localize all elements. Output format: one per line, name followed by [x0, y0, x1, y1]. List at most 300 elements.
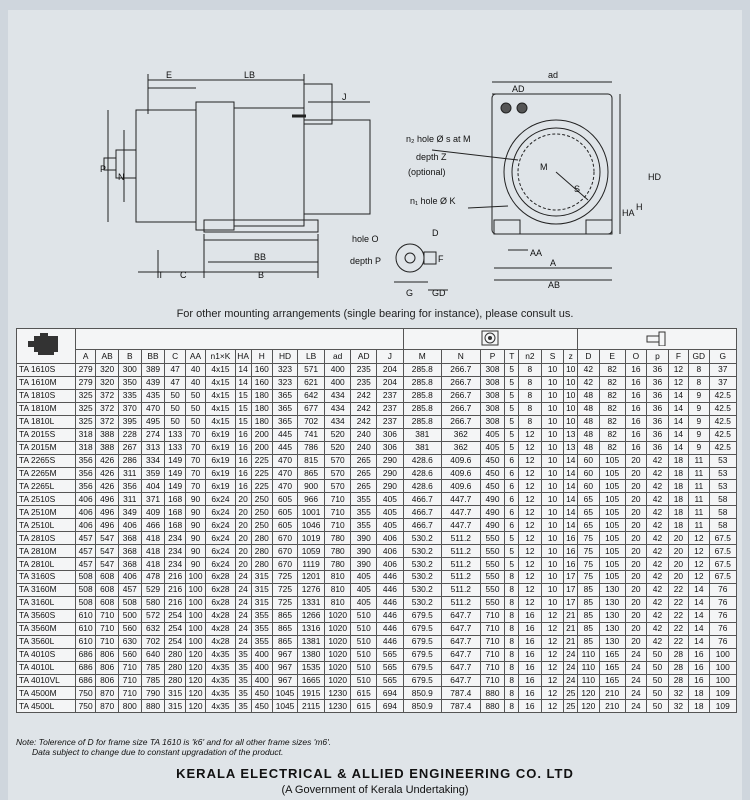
table-cell: 4x15 — [206, 415, 235, 428]
table-cell: 85 — [578, 596, 600, 609]
table-cell: 22 — [668, 583, 688, 596]
table-cell: 22 — [668, 596, 688, 609]
table-cell: 806 — [96, 648, 119, 661]
table-cell: 12 — [541, 635, 564, 648]
table-cell: 50 — [647, 674, 669, 687]
table-cell: 447.7 — [442, 493, 481, 506]
table-cell: 6x24 — [206, 532, 235, 545]
table-cell: 409 — [141, 506, 165, 519]
table-cell: 530.2 — [403, 596, 442, 609]
table-cell: 9 — [689, 441, 709, 454]
table-cell: 8 — [689, 364, 709, 377]
table-cell: 510 — [351, 622, 377, 635]
table-cell: 490 — [480, 519, 505, 532]
table-cell: 880 — [480, 687, 505, 700]
table-cell: 409.6 — [442, 480, 481, 493]
table-cell: 76 — [709, 635, 736, 648]
table-cell: 530.2 — [403, 583, 442, 596]
table-cell: 21 — [564, 609, 578, 622]
table-cell: 254 — [165, 635, 185, 648]
table-cell: 1020 — [325, 635, 351, 648]
table-cell: 42 — [647, 558, 669, 571]
table-cell: 105 — [599, 571, 625, 584]
table-cell: 67.5 — [709, 558, 736, 571]
table-row — [17, 558, 737, 571]
table-cell: 20 — [235, 519, 251, 532]
table-cell: 647.7 — [442, 622, 481, 635]
table-cell: 40 — [185, 376, 205, 389]
table-cell: 323 — [273, 364, 298, 377]
table-cell: 8 — [689, 376, 709, 389]
column-header: S — [541, 350, 564, 364]
table-cell: 368 — [118, 558, 141, 571]
table-cell: 28 — [668, 648, 688, 661]
frame-size-cell: TA 4010L — [17, 661, 76, 674]
table-cell: 810 — [325, 596, 351, 609]
table-cell: 12 — [541, 674, 564, 687]
table-cell: 679.5 — [403, 609, 442, 622]
table-cell: 315 — [251, 596, 273, 609]
table-cell: 149 — [165, 480, 185, 493]
table-cell: 5 — [505, 441, 519, 454]
table-cell: 20 — [625, 467, 647, 480]
table-cell: 405 — [351, 571, 377, 584]
table-cell: 550 — [480, 571, 505, 584]
label-GD: GD — [432, 288, 446, 298]
table-cell: 434 — [325, 402, 351, 415]
table-cell: 120 — [185, 700, 205, 713]
table-cell: 405 — [377, 493, 403, 506]
table-cell: 70 — [185, 467, 205, 480]
table-cell: 216 — [165, 583, 185, 596]
table-row — [17, 532, 737, 545]
table-cell: 90 — [185, 506, 205, 519]
table-cell: 11 — [689, 467, 709, 480]
table-cell: 446 — [377, 622, 403, 635]
column-header: O — [625, 350, 647, 364]
company-subtitle: (A Government of Kerala Undertaking) — [281, 784, 469, 796]
company-name: KERALA ELECTRICAL & ALLIED ENGINEERING CO. LTD — [176, 766, 574, 781]
table-cell: 20 — [625, 609, 647, 622]
table-cell: 368 — [118, 545, 141, 558]
table-cell: 865 — [297, 467, 324, 480]
label-hole-o: hole O — [352, 234, 379, 244]
table-cell: 406 — [118, 519, 141, 532]
table-cell: 21 — [564, 635, 578, 648]
table-cell: 285.8 — [403, 415, 442, 428]
table-cell: 496 — [96, 519, 119, 532]
table-cell: 1276 — [297, 583, 324, 596]
table-cell: 615 — [351, 700, 377, 713]
table-cell: 511.2 — [442, 532, 481, 545]
table-cell: 12 — [519, 519, 542, 532]
table-cell: 12 — [519, 506, 542, 519]
table-cell: 165 — [599, 674, 625, 687]
table-cell: 42 — [647, 545, 669, 558]
table-cell: 447.7 — [442, 519, 481, 532]
table-cell: 470 — [141, 402, 165, 415]
table-cell: 82 — [599, 428, 625, 441]
terminal-box — [304, 84, 332, 124]
table-cell: 510 — [351, 635, 377, 648]
table-cell: 6x19 — [206, 441, 235, 454]
table-cell: 550 — [480, 532, 505, 545]
frame-size-cell: TA 2015M — [17, 441, 76, 454]
table-cell: 1915 — [297, 687, 324, 700]
table-cell: 5 — [505, 402, 519, 415]
table-cell: 426 — [96, 480, 119, 493]
table-cell: 50 — [185, 402, 205, 415]
table-cell: 12 — [519, 428, 542, 441]
table-cell: 20 — [625, 596, 647, 609]
table-cell: 20 — [235, 532, 251, 545]
table-cell: 325 — [75, 402, 95, 415]
table-cell: 615 — [351, 687, 377, 700]
table-cell: 17 — [564, 571, 578, 584]
table-cell: 409.6 — [442, 454, 481, 467]
table-cell: 76 — [709, 583, 736, 596]
table-cell: 20 — [625, 558, 647, 571]
table-cell: 400 — [251, 661, 273, 674]
table-cell: 110 — [578, 674, 600, 687]
table-cell: 466.7 — [403, 519, 442, 532]
label-E: E — [166, 70, 173, 80]
frame-size-cell: TA 3560S — [17, 609, 76, 622]
table-cell: 2115 — [297, 700, 324, 713]
column-header: LB — [297, 350, 324, 364]
table-cell: 308 — [480, 415, 505, 428]
table-cell: 370 — [118, 402, 141, 415]
table-cell: 647.7 — [442, 609, 481, 622]
table-cell: 12 — [689, 532, 709, 545]
column-header: HD — [273, 350, 298, 364]
table-row — [17, 454, 737, 467]
table-cell: 780 — [325, 532, 351, 545]
column-header: F — [668, 350, 688, 364]
table-cell: 234 — [165, 532, 185, 545]
table-cell: 311 — [118, 467, 141, 480]
table-cell: 50 — [165, 415, 185, 428]
table-cell: 428.6 — [403, 454, 442, 467]
table-cell: 8 — [505, 622, 519, 635]
table-cell: 16 — [519, 700, 542, 713]
table-cell: 82 — [599, 402, 625, 415]
table-cell: 12 — [519, 545, 542, 558]
column-header: HA — [235, 350, 251, 364]
table-cell: 11 — [689, 493, 709, 506]
table-cell: 610 — [75, 635, 95, 648]
table-cell: 16 — [519, 687, 542, 700]
table-cell: 20 — [235, 545, 251, 558]
frame-size-cell: TA 1610S — [17, 364, 76, 377]
table-cell: 130 — [599, 635, 625, 648]
table-cell: 42.5 — [709, 428, 736, 441]
table-row — [17, 700, 737, 713]
table-cell: 24 — [564, 648, 578, 661]
table-cell: 6 — [505, 480, 519, 493]
table-cell: 647.7 — [442, 661, 481, 674]
table-row — [17, 493, 737, 506]
table-cell: 710 — [96, 622, 119, 635]
column-header: H — [251, 350, 273, 364]
label-BB: BB — [254, 252, 267, 262]
table-cell: 686 — [75, 661, 95, 674]
table-cell: 16 — [235, 454, 251, 467]
table-cell: 24 — [235, 596, 251, 609]
table-cell: 15 — [235, 415, 251, 428]
table-cell: 67.5 — [709, 545, 736, 558]
table-cell: 355 — [251, 622, 273, 635]
table-cell: 16 — [564, 532, 578, 545]
table-cell: 710 — [325, 506, 351, 519]
table-cell: 67.5 — [709, 571, 736, 584]
table-cell: 508 — [75, 571, 95, 584]
table-cell: 356 — [75, 480, 95, 493]
label-S: S — [574, 184, 581, 194]
table-cell: 266.7 — [442, 376, 481, 389]
column-header: GD — [689, 350, 709, 364]
table-cell: 36 — [647, 389, 669, 402]
table-cell: 235 — [351, 364, 377, 377]
table-cell: 75 — [578, 558, 600, 571]
table-cell: 12 — [519, 532, 542, 545]
table-cell: 1316 — [297, 622, 324, 635]
table-cell: 1046 — [297, 519, 324, 532]
table-cell: 1201 — [297, 571, 324, 584]
table-cell: 815 — [297, 454, 324, 467]
table-cell: 1020 — [325, 648, 351, 661]
table-cell: 210 — [599, 687, 625, 700]
table-cell: 318 — [75, 428, 95, 441]
table-cell: 14 — [689, 583, 709, 596]
table-cell: 710 — [325, 519, 351, 532]
table-cell: 750 — [75, 687, 95, 700]
table-cell: 4x15 — [206, 364, 235, 377]
table-cell: 810 — [325, 583, 351, 596]
table-cell: 18 — [689, 700, 709, 713]
table-cell: 388 — [96, 441, 119, 454]
table-cell: 306 — [377, 441, 403, 454]
tolerance-note: Note: Tolerence of D for frame size TA 1610 is 'k6' and for all other frame sizes 'm6'. — [16, 737, 332, 747]
table-cell: 24 — [235, 583, 251, 596]
table-cell: 12 — [541, 687, 564, 700]
label-n2-hole: n₂ hole Ø s at M — [406, 134, 471, 144]
table-cell: 4x15 — [206, 389, 235, 402]
table-cell: 16 — [235, 480, 251, 493]
table-row — [17, 480, 737, 493]
table-cell: 405 — [351, 596, 377, 609]
table-cell: 75 — [578, 545, 600, 558]
table-cell: 372 — [96, 415, 119, 428]
flange-icon — [478, 330, 502, 346]
table-cell: 48 — [578, 415, 600, 428]
table-cell: 22 — [668, 635, 688, 648]
table-cell: 1020 — [325, 622, 351, 635]
table-cell: 168 — [165, 493, 185, 506]
table-cell: 240 — [351, 428, 377, 441]
frame-size-cell: TA 2810M — [17, 545, 76, 558]
table-cell: 725 — [273, 583, 298, 596]
label-AD: AD — [512, 84, 525, 94]
table-cell: 406 — [377, 532, 403, 545]
table-cell: 6 — [505, 519, 519, 532]
dimension-drawing — [8, 10, 742, 310]
table-cell: 90 — [185, 532, 205, 545]
table-cell: 359 — [141, 467, 165, 480]
table-cell: 204 — [377, 364, 403, 377]
table-cell: 320 — [96, 364, 119, 377]
table-cell: 510 — [351, 661, 377, 674]
table-cell: 6x28 — [206, 596, 235, 609]
table-cell: 70 — [185, 428, 205, 441]
column-header: A — [75, 350, 95, 364]
table-cell: 58 — [709, 519, 736, 532]
table-cell: 6x24 — [206, 519, 235, 532]
table-cell: 42 — [647, 583, 669, 596]
table-cell: 12 — [541, 661, 564, 674]
table-cell: 254 — [165, 609, 185, 622]
table-row — [17, 648, 737, 661]
column-header: p — [647, 350, 669, 364]
table-cell: 32 — [668, 687, 688, 700]
table-cell: 165 — [599, 648, 625, 661]
table-cell: 647.7 — [442, 635, 481, 648]
table-cell: 90 — [185, 545, 205, 558]
table-cell: 37 — [709, 364, 736, 377]
table-cell: 16 — [625, 415, 647, 428]
column-header: T — [505, 350, 519, 364]
column-header: C — [165, 350, 185, 364]
table-cell: 508 — [75, 596, 95, 609]
table-cell: 9 — [689, 428, 709, 441]
table-cell: 235 — [351, 376, 377, 389]
table-cell: 547 — [96, 558, 119, 571]
table-cell: 109 — [709, 687, 736, 700]
table-cell: 335 — [118, 389, 141, 402]
table-cell: 228 — [118, 428, 141, 441]
table-cell: 18 — [668, 467, 688, 480]
table-cell: 20 — [625, 519, 647, 532]
table-cell: 490 — [480, 493, 505, 506]
table-cell: 679.5 — [403, 661, 442, 674]
table-row — [17, 415, 737, 428]
table-row — [17, 661, 737, 674]
table-cell: 14 — [668, 415, 688, 428]
table-cell: 4x35 — [206, 687, 235, 700]
table-cell: 710 — [96, 635, 119, 648]
table-cell: 632 — [141, 622, 165, 635]
table-cell: 168 — [165, 506, 185, 519]
table-cell: 495 — [141, 415, 165, 428]
table-cell: 710 — [480, 674, 505, 687]
table-cell: 4x15 — [206, 402, 235, 415]
table-cell: 85 — [578, 583, 600, 596]
table-cell: 1020 — [325, 674, 351, 687]
table-cell: 365 — [273, 389, 298, 402]
table-row — [17, 519, 737, 532]
table-cell: 50 — [165, 402, 185, 415]
table-cell: 318 — [75, 441, 95, 454]
table-cell: 20 — [625, 454, 647, 467]
table-cell: 500 — [118, 609, 141, 622]
table-cell: 14 — [235, 364, 251, 377]
table-cell: 511.2 — [442, 583, 481, 596]
table-cell: 350 — [118, 376, 141, 389]
table-cell: 670 — [273, 558, 298, 571]
label-D: D — [432, 228, 439, 238]
table-cell: 5 — [505, 364, 519, 377]
table-cell: 450 — [480, 480, 505, 493]
table-cell: 10 — [541, 558, 564, 571]
table-cell: 20 — [235, 493, 251, 506]
table-cell: 70 — [185, 441, 205, 454]
table-row — [17, 441, 737, 454]
column-header: M — [403, 350, 442, 364]
table-cell: 90 — [185, 558, 205, 571]
frame-size-cell: TA 2265M — [17, 467, 76, 480]
frame-size-cell: TA 2510S — [17, 493, 76, 506]
table-cell: 42.5 — [709, 415, 736, 428]
table-cell: 679.5 — [403, 635, 442, 648]
table-cell: 16 — [689, 648, 709, 661]
table-cell: 36 — [647, 376, 669, 389]
table-cell: 266.7 — [442, 389, 481, 402]
table-cell: 1045 — [273, 687, 298, 700]
table-cell: 22 — [668, 609, 688, 622]
table-cell: 390 — [351, 558, 377, 571]
table-cell: 6x19 — [206, 428, 235, 441]
table-cell: 508 — [75, 583, 95, 596]
table-cell: 426 — [96, 454, 119, 467]
table-cell: 100 — [185, 622, 205, 635]
table-cell: 390 — [351, 545, 377, 558]
table-cell: 50 — [185, 415, 205, 428]
table-cell: 390 — [351, 532, 377, 545]
table-cell: 285.8 — [403, 389, 442, 402]
table-cell: 530.2 — [403, 558, 442, 571]
table-cell: 850.9 — [403, 687, 442, 700]
table-cell: 679.5 — [403, 622, 442, 635]
table-cell: 355 — [351, 519, 377, 532]
table-cell: 8 — [519, 415, 542, 428]
table-cell: 371 — [141, 493, 165, 506]
table-cell: 470 — [273, 480, 298, 493]
table-cell: 237 — [377, 402, 403, 415]
table-cell: 47 — [165, 364, 185, 377]
table-cell: 90 — [185, 519, 205, 532]
table-cell: 20 — [625, 622, 647, 635]
table-cell: 530.2 — [403, 571, 442, 584]
table-cell: 560 — [118, 622, 141, 635]
table-cell: 605 — [273, 493, 298, 506]
table-cell: 710 — [480, 622, 505, 635]
frame-size-cell: TA 1810S — [17, 389, 76, 402]
table-cell: 605 — [273, 519, 298, 532]
table-cell: 65 — [578, 493, 600, 506]
table-cell: 967 — [273, 648, 298, 661]
table-cell: 496 — [96, 506, 119, 519]
table-cell: 105 — [599, 454, 625, 467]
table-cell: 466 — [141, 519, 165, 532]
label-n1-hole: n₁ hole Ø K — [410, 196, 456, 206]
table-cell: 368 — [118, 532, 141, 545]
column-header: n2 — [519, 350, 542, 364]
table-cell: 355 — [351, 506, 377, 519]
table-cell: 508 — [118, 596, 141, 609]
table-row — [17, 571, 737, 584]
table-cell: 16 — [689, 661, 709, 674]
table-cell: 356 — [75, 454, 95, 467]
